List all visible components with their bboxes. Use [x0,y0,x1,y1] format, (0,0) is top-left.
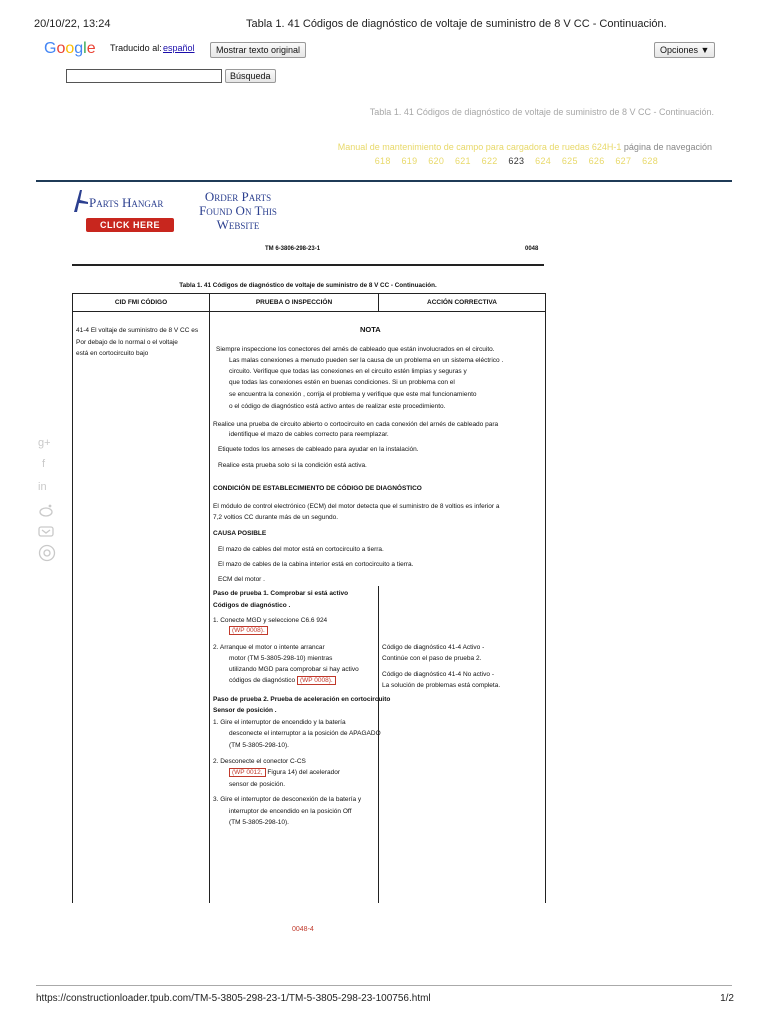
wp-link[interactable]: (WP 0008). [297,676,336,685]
page-link[interactable]: 621 [454,156,471,166]
cause-item: El mazo de cables de la cabina interior está en cortocircuito a tierra. [218,561,414,568]
cause-heading: CAUSA POSIBLE [213,530,267,537]
manual-nav [338,142,712,152]
footer-divider [36,985,732,986]
table-title: Tabla 1. 41 Códigos de diagnóstico de voltaje de suministro de 8 V CC - Continuación. [179,282,437,289]
click-here-button[interactable]: CLICK HERE [86,218,174,232]
col-divider [378,586,379,903]
col-header-code: CID FMI CÓDIGO [114,299,168,306]
header-divider [36,180,732,182]
step2-item: desconecte el interruptor a la posición de APAGADO [229,730,381,737]
page-navigation [367,156,658,166]
instruction-line: Realice esta prueba solo si la condición está activa. [218,462,367,469]
instruction-line: Realice una prueba de circuito abierto o cortocircuito en cada conexión del arnés de cableado para [213,421,499,428]
print-datetime: 20/10/22, 13:24 [34,18,111,30]
condition-heading: CONDICIÓN DE ESTABLECIMIENTO DE CÓDIGO DE DIAGNÓSTICO [213,485,422,492]
action-line: Código de diagnóstico 41-4 No activo - [382,671,495,678]
col-divider [209,293,210,903]
col-header-action: ACCIÓN CORRECTIVA [427,299,497,306]
facebook-icon[interactable]: f [42,458,46,470]
search-input[interactable] [66,69,222,83]
code-line: Por debajo de lo normal o el voltaje [76,339,178,346]
wp-link[interactable]: (WP 0008). [229,626,268,636]
step2-item: (WP 0012, Figura 14) del acelerador [229,768,340,778]
instruction-line: Etiquete todos los arneses de cableado para ayudar en la instalación. [218,446,419,453]
plane-logo-icon [72,190,88,217]
page-link[interactable]: 626 [588,156,605,166]
manual-link[interactable]: Manual de mantenimiento de campo para cargadora de ruedas 624H-1 [337,142,622,152]
page-code: 0048-4 [292,926,314,933]
linkedin-icon[interactable]: in [38,481,47,493]
step2-item: sensor de posición. [229,781,286,788]
cause-item: El mazo de cables del motor está en cortocircuito a tierra. [218,546,384,553]
print-title: Tabla 1. 41 Códigos de diagnóstico de voltaje de suministro de 8 V CC - Continuación. [246,18,667,30]
step2-heading: Paso de prueba 2. Prueba de aceleración en cortocircuito [213,696,391,703]
language-link[interactable]: español [163,43,195,53]
translated-label: Traducido al: [110,43,162,53]
action-line: La solución de problemas está completa. [382,682,501,689]
wp-code: 0048 [525,246,539,252]
note-line: se encuentra la conexión , corrija el problema y verifique que este mal funcionamiento [229,391,477,398]
table-header-row [73,293,545,312]
email-icon[interactable] [38,544,56,565]
page-link[interactable]: 620 [428,156,445,166]
page-link[interactable]: 625 [561,156,578,166]
options-button[interactable]: Opciones ▼ [654,42,715,58]
print-page-number: 1/2 [720,993,734,1004]
page-url: https://constructionloader.tpub.com/TM-5-3805-298-23-1/TM-5-3805-298-23-100756.html [36,993,431,1004]
step1-item: motor (TM 5-3805-298-10) mientras [229,655,333,662]
current-page: 623 [508,156,525,166]
ad-order-text: Order Parts Found On This Website [199,189,277,232]
note-line: que todas las conexiones estén en buenas condiciones. Si un problema con el [229,379,455,386]
google-logo[interactable]: Google [44,40,96,57]
step1-item: códigos de diagnóstico (WP 0008). [229,676,336,686]
page-link[interactable]: 619 [401,156,418,166]
action-line: Código de diagnóstico 41-4 Activo - [382,644,485,651]
manual-nav-suffix: página de navegación [623,142,712,152]
reddit-icon[interactable] [38,503,54,520]
condition-line: 7,2 voltios CC durante más de un segundo. [213,514,339,521]
step2-item: (TM 5-3805-298-10). [229,819,289,826]
step1-item: 2. Arranque el motor o intente arrancar [213,644,325,651]
note-line: circuito. Verifique que todas las conexiones en el circuito estén limpias y seguras y [229,368,467,375]
code-line: 41-4 El voltaje de suministro de 8 V CC es [76,327,199,334]
step2-item: interruptor de encendido en la posición Off [229,808,352,815]
tm-number: TM 6-3806-298-23-1 [265,246,321,252]
note-line: Siempre inspeccione los conectores del arnés de cableado que están involucrados en el circuito. [216,346,495,353]
doc-rule [72,264,544,266]
page-link[interactable]: 618 [374,156,391,166]
note-line: o el código de diagnóstico está activo antes de realizar este procedimiento. [229,403,446,410]
search-button[interactable]: Búsqueda [225,69,276,83]
ad-brand: Parts Hangar [89,195,164,210]
diagnostic-table [72,293,546,903]
note-heading: NOTA [360,325,381,334]
google-plus-icon[interactable]: g+ [38,437,51,449]
instruction-line: identifique el mazo de cables correcto para reemplazar. [229,431,389,438]
step1-heading: Códigos de diagnóstico . [213,602,291,609]
step2-item: (TM 5-3805-298-10). [229,742,289,749]
step2-heading: Sensor de posición . [213,707,277,714]
page-link[interactable]: 628 [642,156,658,166]
parts-hangar-ad[interactable] [72,190,288,238]
step1-item: 1. Conecte MGD y seleccione C6.6 924 [213,617,328,624]
action-line: Continúe con el paso de prueba 2. [382,655,482,662]
stumbleupon-icon[interactable] [38,524,54,541]
step2-item: 1. Gire el interruptor de encendido y la batería [213,719,346,726]
show-original-button[interactable]: Mostrar texto original [210,42,306,58]
wp-link[interactable]: (WP 0012, [229,768,266,777]
step1-item: utilizando MGD para comprobar si hay activo [229,666,359,673]
code-line: está en cortocircuito bajo [76,350,149,357]
col-divider [378,293,379,312]
page-link[interactable]: 622 [481,156,498,166]
condition-line: El módulo de control electrónico (ECM) del motor detecta que el suministro de 8 voltios es inferior a [213,503,500,510]
col-header-test: PRUEBA O INSPECCIÓN [255,299,333,306]
page-link[interactable]: 624 [535,156,552,166]
step2-item: 2. Desconecte el conector C-CS [213,758,306,765]
note-line: Las malas conexiones a menudo pueden ser la causa de un problema en un sistema eléctrico . [229,357,504,364]
cause-item: ECM del motor . [218,576,265,583]
nav-title: Tabla 1. 41 Códigos de diagnóstico de voltaje de suministro de 8 V CC - Continuación. [369,107,714,117]
page-link[interactable]: 627 [615,156,632,166]
step1-heading: Paso de prueba 1. Comprobar si está activo [213,590,349,597]
step2-item: 3. Gire el interruptor de desconexión de la batería y [213,796,362,803]
